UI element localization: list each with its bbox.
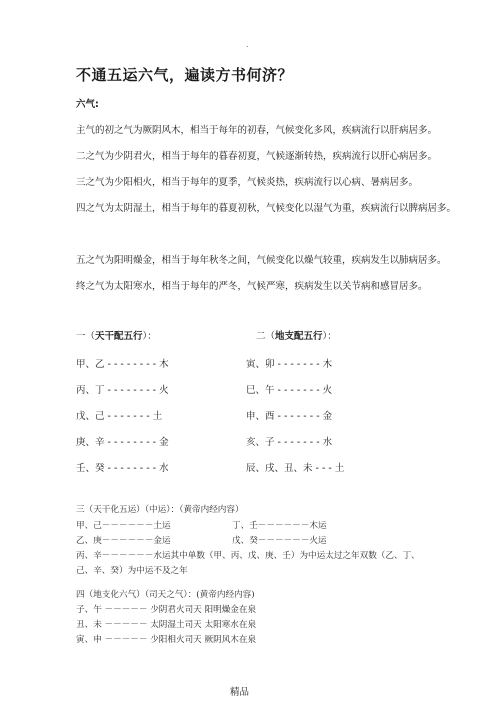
paragraph-3: 三之气为少阳相火，相当于每年的夏季，气候炎热，疾病流行以心病、暑病居多。 <box>76 177 419 188</box>
section2-row: 巳、午 - - - - - - - 火 <box>246 385 333 396</box>
liuqi-label: 六气: <box>76 99 99 110</box>
section1-prefix: 一（ <box>76 331 96 342</box>
section4-row: 丑、未 －－－－－ 太阴湿土司天 太阳寒水在泉 <box>76 620 257 630</box>
section3-note-line1: 丙、辛－－－－－－水运其中单数（甲、丙、戊、庚、壬）为中运太过之年双数（乙、丁、 <box>76 551 420 561</box>
section3-note-line2: 己、辛、癸）为中运不及之年 <box>76 566 188 576</box>
paragraph-6: 终之气为太阳寒水，相当于每年的严冬，气候严寒，疾病发生以关节病和感冒居多。 <box>76 281 428 292</box>
section4-heading: 四（地支化六气）（司天之气）：(黄帝内经内容) <box>76 590 255 600</box>
section1-row: 甲、乙 - - - - - - - - 木 <box>76 359 169 370</box>
section3-row-right: 丁、壬－－－－－－木运 <box>232 521 327 531</box>
section1-heading <box>76 328 157 342</box>
section2-title: 地支配五行 <box>275 331 323 342</box>
page-title: 不通五运六气，遍读方书何济？ <box>76 66 294 84</box>
section3-heading: 三（天干化五运）（中运）：（黄帝内经内容） <box>76 505 244 515</box>
section2-heading <box>256 328 337 342</box>
section4-row: 子、午 －－－－－ 少阴君火司天 阳明燥金在泉 <box>76 605 257 615</box>
section2-row: 辰、戌、丑、未 - - - 土 <box>246 463 345 474</box>
section1-row: 丙、丁 - - - - - - - - 火 <box>76 385 169 396</box>
section1-suffix: ）： <box>142 331 157 342</box>
section2-prefix: 二（ <box>256 331 276 342</box>
section1-row: 壬、癸 - - - - - - - - 水 <box>76 463 169 474</box>
paragraph-5: 五之气为阳明燥金，相当于每年秋冬之间，气候变化以燥气较重，疾病发生以肺病居多。 <box>76 255 447 266</box>
paragraph-1: 主气的初之气为厥阴风木，相当于每年的初春，气候变化多风，疾病流行以肝病居多。 <box>76 125 438 136</box>
section2-row: 寅、卯 - - - - - - - 木 <box>246 359 333 370</box>
header-mark: . <box>246 40 249 49</box>
section1-row: 戊、己 - - - - - - - 土 <box>76 411 163 422</box>
paragraph-2: 二之气为少阴君火，相当于每年的暮春初夏，气候逐渐转热，疾病流行以肝心病居多。 <box>76 151 438 162</box>
paragraph-4: 四之气为太阴湿土，相当于每年的暮夏初秋，气候变化以湿气为重，疾病流行以脾病居多。 <box>76 203 457 214</box>
section2-suffix: ）： <box>322 331 337 342</box>
section4-row: 寅、申 －－－－－ 少阳相火司天 厥阴风木在泉 <box>76 635 257 645</box>
section2-row: 申、酉 - - - - - - - 金 <box>246 411 333 422</box>
section3-row-left: 甲、己－－－－－－土运 <box>76 521 171 531</box>
section2-row: 亥、子 - - - - - - - 水 <box>246 437 333 448</box>
section1-title: 天干配五行 <box>95 331 143 342</box>
footer-label: 精品 <box>230 687 250 698</box>
section3-row-left: 乙、庚－－－－－－金运 <box>76 536 171 546</box>
section3-row-right: 戊、癸－－－－－－火运 <box>232 536 327 546</box>
section1-row: 庚、辛 - - - - - - - - 金 <box>76 437 169 448</box>
